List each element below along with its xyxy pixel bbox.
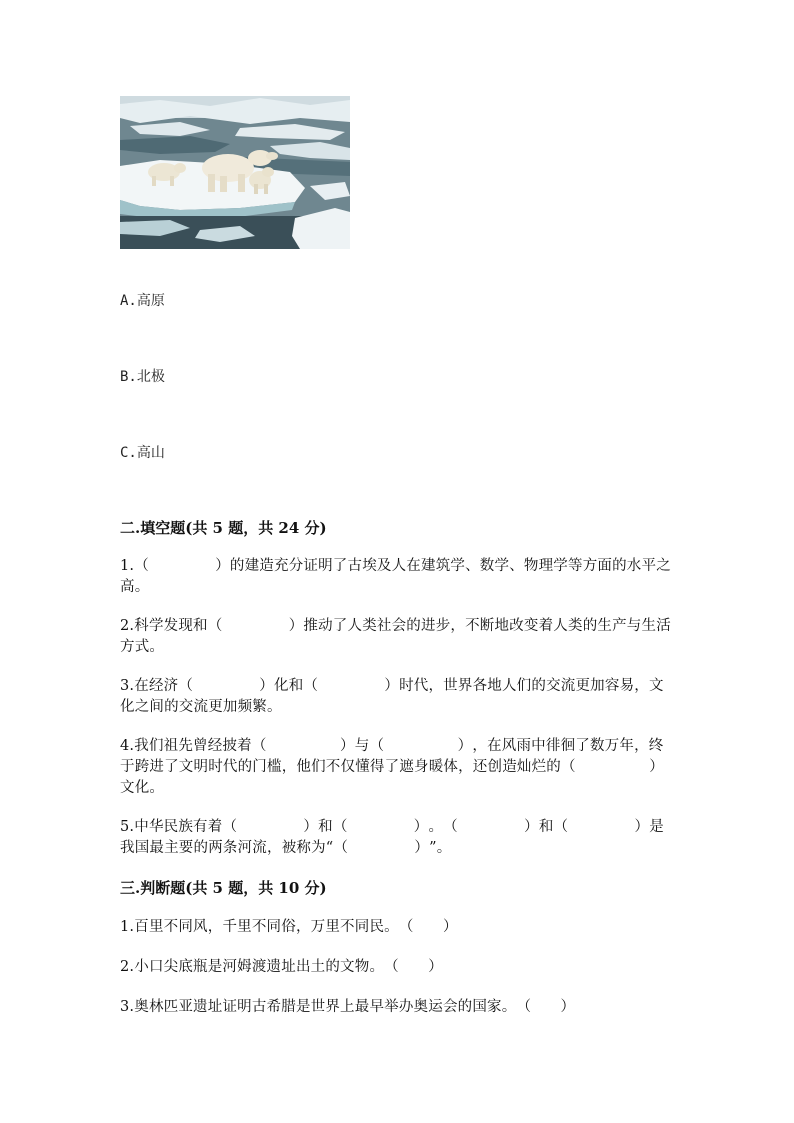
answer-blank: （ ） [516,999,576,1015]
fill-question-5 [120,817,676,859]
judge-section-title: 三.判断题(共 5 题，共 10 分) [120,879,327,897]
question-text: 中华民族有着 [134,819,223,835]
question-text: 科学发现和 [134,618,208,634]
answer-blank: （ ） [443,819,539,835]
answer-blank: （ ） [398,919,458,935]
judge-question-1 [120,917,676,938]
option-a: A.高原 [120,293,165,309]
answer-blank: （ ） [384,959,443,975]
question-text: ，在风雨中徘徊了数万年，终于跨进了文明时代的门槛，他们不仅懂得了遮身暖体，还创造灿烂的 [120,738,664,775]
question-number: 4. [120,738,135,754]
answer-blank: （ ） [303,678,400,694]
question-text: 百里不同风，千里不同俗，万里不同民。 [134,919,399,935]
question-text: 在经济 [134,678,179,694]
judge-question-2 [120,957,676,978]
answer-blank: （ ） [553,819,650,835]
answer-blank: （ ） [332,819,429,835]
question-text: 奥林匹亚遗址证明古希腊是世界上最早举办奥运会的国家。 [134,999,517,1015]
fill-question-1 [120,556,676,598]
question-text: 的建造充分证明了古埃及人在建筑学、数学、物理学等方面的水平之高。 [120,558,671,595]
question-text: 和 [538,819,554,835]
question-number: 5. [120,819,135,835]
question-number: 3. [120,678,135,694]
question-text: ”。 [429,840,452,856]
question-text: 和 [318,819,333,835]
answer-blank: （ ） [134,558,230,574]
question-text: 推动了人类社会的进步，不断地改变着人类的生产与生活方式。 [120,618,671,655]
question-text: 时代，世界各地人们的交流更加容易，文化之间的交流更加频繁。 [120,678,664,715]
answer-blank: （ ） [333,840,430,856]
question-text: 。 [428,819,444,835]
answer-blank: （ ） [561,759,664,775]
fill-section-title: 二.填空题(共 5 题，共 24 分) [120,519,327,537]
question-number: 2. [120,959,135,975]
fill-question-4 [120,736,676,799]
answer-blank: （ ） [369,738,473,754]
question-number: 2. [120,618,135,634]
question-text: 是我国最主要的两条河流，被称为“ [120,819,664,856]
question-text: 化和 [274,678,304,694]
fill-question-3 [120,676,676,718]
answer-blank: （ ） [178,678,275,694]
question-number: 3. [120,999,135,1015]
question-text: 我们祖先曾经披着 [134,738,252,754]
answer-blank: （ ） [222,819,319,835]
question-number: 1. [120,558,135,574]
judge-question-3 [120,997,676,1018]
option-c: C.高山 [120,445,165,461]
polar-bears-photo [120,96,350,249]
question-text: 文化。 [120,780,165,796]
option-b: B.北极 [120,369,165,385]
answer-blank: （ ） [207,618,304,634]
question-text: 小口尖底瓶是河姆渡遗址出土的文物。 [134,959,385,975]
question-text: 与 [354,738,370,754]
answer-blank: （ ） [251,738,355,754]
fill-question-2 [120,616,676,658]
question-number: 1. [120,919,135,935]
